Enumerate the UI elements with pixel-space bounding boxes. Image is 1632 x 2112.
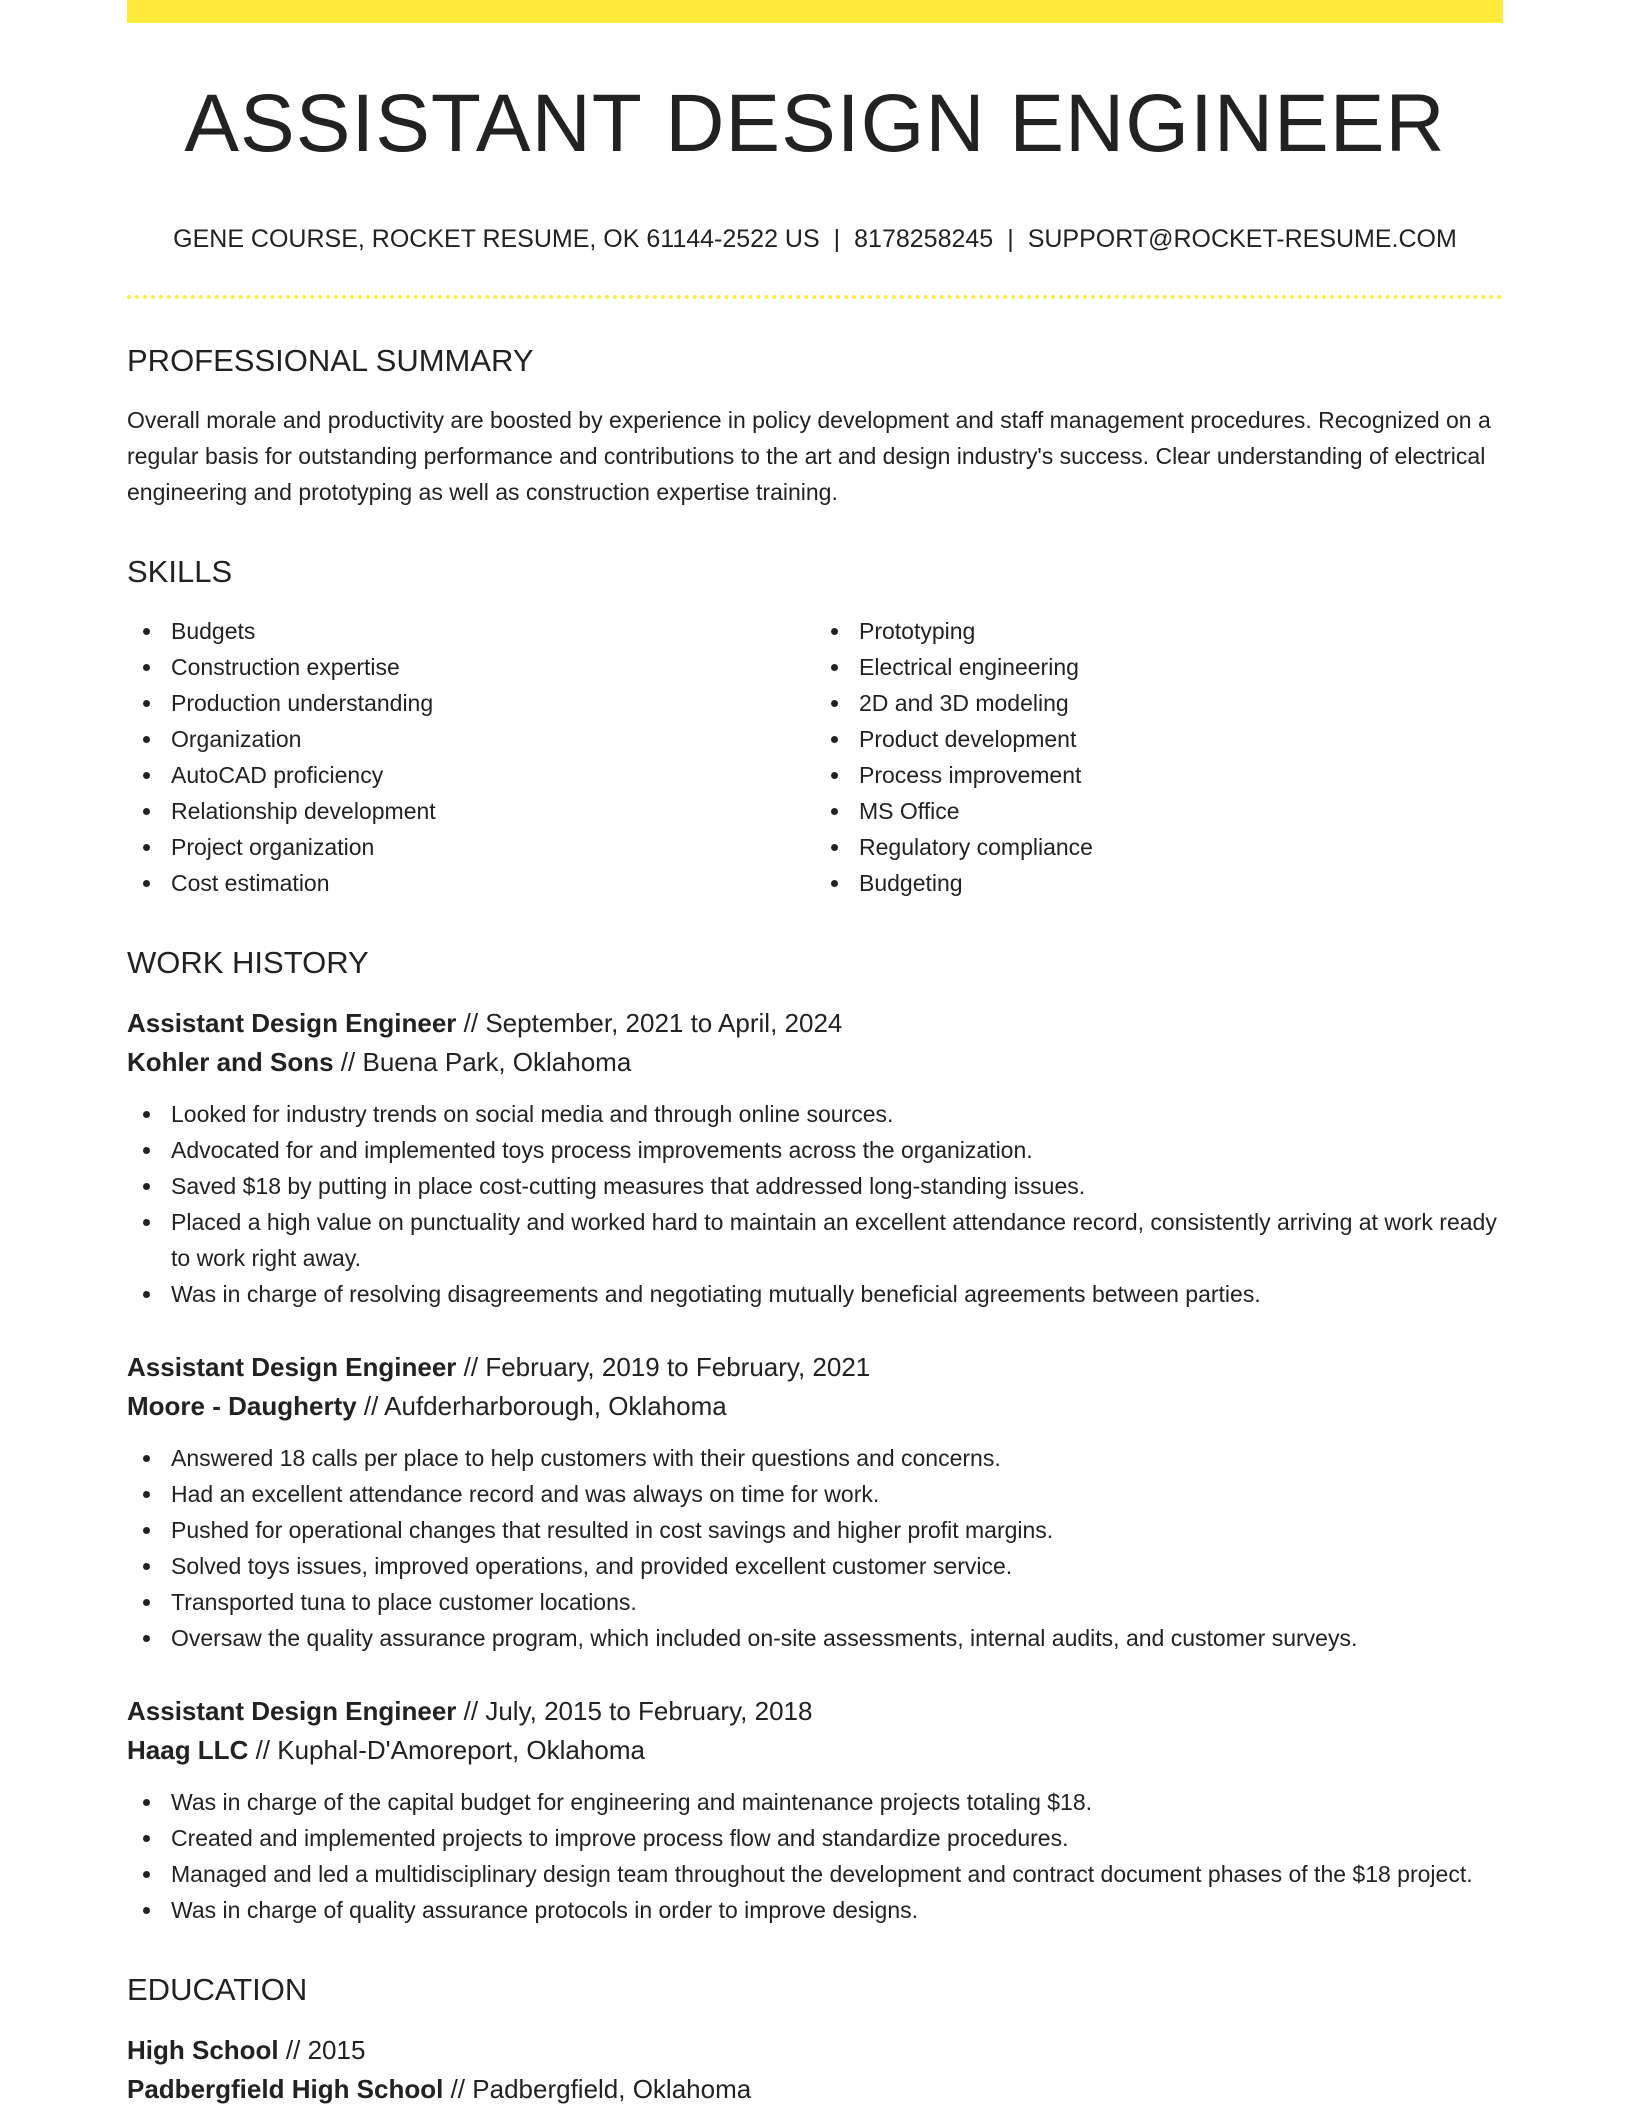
job-company: Moore - Daugherty [127,1391,357,1421]
top-accent-bar [127,0,1503,23]
job-bullet: Transported tuna to place customer locations. [127,1584,1503,1620]
job-company: Haag LLC [127,1735,249,1765]
job-entry [127,1004,1503,1312]
separator: // [278,2035,308,2065]
job-dates: September, 2021 to April, 2024 [485,1008,843,1038]
skill-item: AutoCAD proficiency [127,757,815,793]
skills-heading: SKILLS [127,554,233,589]
job-company: Kohler and Sons [127,1047,334,1077]
skill-item: 2D and 3D modeling [815,685,1503,721]
education-school-line [127,2070,1503,2109]
job-title: Assistant Design Engineer [127,1352,457,1382]
job-location: Kuphal-D'Amoreport, Oklahoma [277,1735,645,1765]
skills-column-right [815,613,1503,901]
job-company-line [127,1387,1503,1426]
job-bullet: Answered 18 calls per place to help customers with their questions and concerns. [127,1440,1503,1476]
summary-heading: PROFESSIONAL SUMMARY [127,343,534,378]
work-history-heading: WORK HISTORY [127,945,369,980]
education-school: Padbergfield High School [127,2074,444,2104]
job-bullet: Managed and led a multidisciplinary design team throughout the development and contract document phases of the $18 project. [127,1856,1503,1892]
job-company-line [127,1043,1503,1082]
job-bullet: Oversaw the quality assurance program, which included on-site assessments, internal audits, and customer surveys. [127,1620,1503,1656]
job-entry [127,1692,1503,1928]
separator: // [456,1696,486,1726]
job-location: Aufderharborough, Oklahoma [384,1391,727,1421]
skill-item: Electrical engineering [815,649,1503,685]
job-title: Assistant Design Engineer [127,1008,457,1038]
skill-item: Relationship development [127,793,815,829]
job-bullet: Was in charge of the capital budget for engineering and maintenance projects totaling $18. [127,1784,1503,1820]
skill-item: Process improvement [815,757,1503,793]
job-company-line [127,1731,1503,1770]
job-bullet: Placed a high value on punctuality and worked hard to maintain an excellent attendance record, consistently arriving at work ready to work right away. [127,1204,1503,1276]
job-bullet: Looked for industry trends on social media and through online sources. [127,1096,1503,1132]
job-bullet: Saved $18 by putting in place cost-cutting measures that addressed long-standing issues. [127,1168,1503,1204]
skills-column-left [127,613,815,901]
job-dates: February, 2019 to February, 2021 [485,1352,871,1382]
education-degree-line [127,2031,1503,2070]
contact-address: GENE COURSE, ROCKET RESUME, OK 61144-2522 US [173,225,820,253]
contact-line [127,227,1503,252]
contact-email[interactable]: SUPPORT@ROCKET-RESUME.COM [1027,225,1457,253]
separator: // [248,1735,278,1765]
contact-separator: | [1007,225,1014,253]
contact-phone[interactable]: 8178258245 [854,225,994,253]
dotted-divider [127,295,1503,299]
job-location: Buena Park, Oklahoma [362,1047,632,1077]
education-degree: High School [127,2035,279,2065]
skill-item: Product development [815,721,1503,757]
job-bullet: Solved toys issues, improved operations, and provided excellent customer service. [127,1548,1503,1584]
skill-item: MS Office [815,793,1503,829]
job-bullets [127,1784,1503,1928]
job-bullet: Was in charge of quality assurance protocols in order to improve designs. [127,1892,1503,1928]
skill-item: Prototyping [815,613,1503,649]
education-year: 2015 [307,2035,366,2065]
job-bullet: Advocated for and implemented toys process improvements across the organization. [127,1132,1503,1168]
job-bullets [127,1440,1503,1656]
summary-text: Overall morale and productivity are boosted by experience in policy development and staff management procedures. Recognized on a regular basis for outstanding performance and contributions to the art and design industry's success. Clear understanding of electrical engineering and prototyping as well as construction expertise training. [127,407,1491,505]
skill-item: Budgeting [815,865,1503,901]
separator: // [356,1391,385,1421]
skill-item: Budgets [127,613,815,649]
job-title-line [127,1692,1503,1731]
skill-item: Cost estimation [127,865,815,901]
job-bullet: Was in charge of resolving disagreements and negotiating mutually beneficial agreements between parties. [127,1276,1503,1312]
job-bullet: Created and implemented projects to improve process flow and standardize procedures. [127,1820,1503,1856]
work-history-list [127,1004,1503,1928]
education-location: Padbergfield, Oklahoma [472,2074,752,2104]
job-title-line [127,1348,1503,1387]
job-dates: July, 2015 to February, 2018 [485,1696,813,1726]
separator: // [456,1352,486,1382]
skills-list [127,613,1503,901]
job-title-line [127,1004,1503,1043]
education-entry [127,2031,1503,2109]
separator: // [333,1047,363,1077]
skill-item: Organization [127,721,815,757]
skill-item: Production understanding [127,685,815,721]
separator: // [456,1008,486,1038]
skill-item: Construction expertise [127,649,815,685]
skill-item: Regulatory compliance [815,829,1503,865]
job-bullet: Had an excellent attendance record and was always on time for work. [127,1476,1503,1512]
job-bullet: Pushed for operational changes that resulted in cost savings and higher profit margins. [127,1512,1503,1548]
resume-title: ASSISTANT DESIGN ENGINEER [184,78,1446,169]
job-entry [127,1348,1503,1656]
job-title: Assistant Design Engineer [127,1696,457,1726]
contact-separator: | [833,225,841,253]
skill-item: Project organization [127,829,815,865]
separator: // [443,2074,473,2104]
education-heading: EDUCATION [127,1972,308,2007]
job-bullets [127,1096,1503,1312]
resume-page [127,0,1503,2109]
